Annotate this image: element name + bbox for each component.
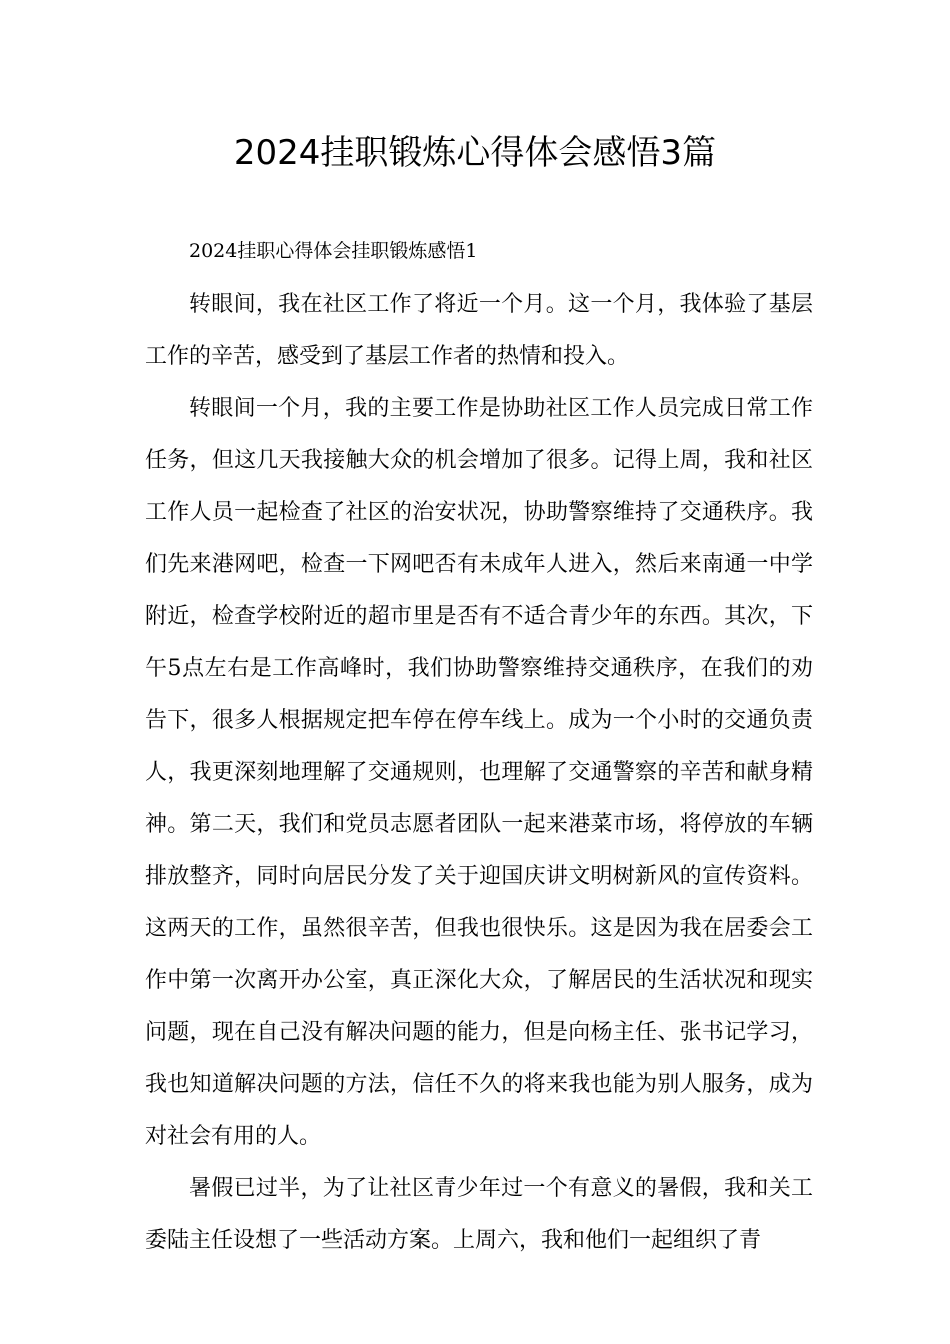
- paragraph-1: 转眼间，我在社区工作了将近一个月。这一个月，我体验了基层工作的辛苦，感受到了基层工作者的热情和投入。: [145, 292, 813, 369]
- paragraph-2: 转眼间一个月，我的主要工作是协助社区工作人员完成日常工作任务，但这几天我接触大众的机会增加了很多。记得上周，我和社区工作人员一起检查了社区的治安状况，协助警察维持了交通秩序。我们先来港网吧，检查一下网吧否有未成年人进入，然后来南通一中学附近，检查学校附近的超市里是否有不适合青少年的东西。其次，下午5点左右是工作高峰时，我们协助警察维持交通秩序，在我们的劝告下，很多人根据规定把车停在停车线上。成为一个小时的交通负责人，我更深刻地理解了交通规则，也理解了交通警察的辛苦和献身精神。第二天，我们和党员志愿者团队一起来港菜市场，将停放的车辆排放整齐，同时向居民分发了关于迎国庆讲文明树新风的宣传资料。这两天的工作，虽然很辛苦，但我也很快乐。这是因为我在居委会工作中第一次离开办公室，真正深化大众，了解居民的生活状况和现实问题，现在自己没有解决问题的能力，但是向杨主任、张书记学习，我也知道解决问题的方法，信任不久的将来我也能为别人服务，成为对社会有用的人。: [145, 396, 813, 1149]
- paragraph-3: 暑假已过半，为了让社区青少年过一个有意义的暑假，我和关工委陆主任设想了一些活动方案。上周六，我和他们一起组织了青: [145, 1176, 813, 1253]
- document-title: 2024挂职锻炼心得体会感悟3篇: [233, 133, 717, 173]
- section-heading: 2024挂职心得体会挂职锻炼感悟1: [189, 240, 478, 262]
- document-body: [145, 279, 813, 1267]
